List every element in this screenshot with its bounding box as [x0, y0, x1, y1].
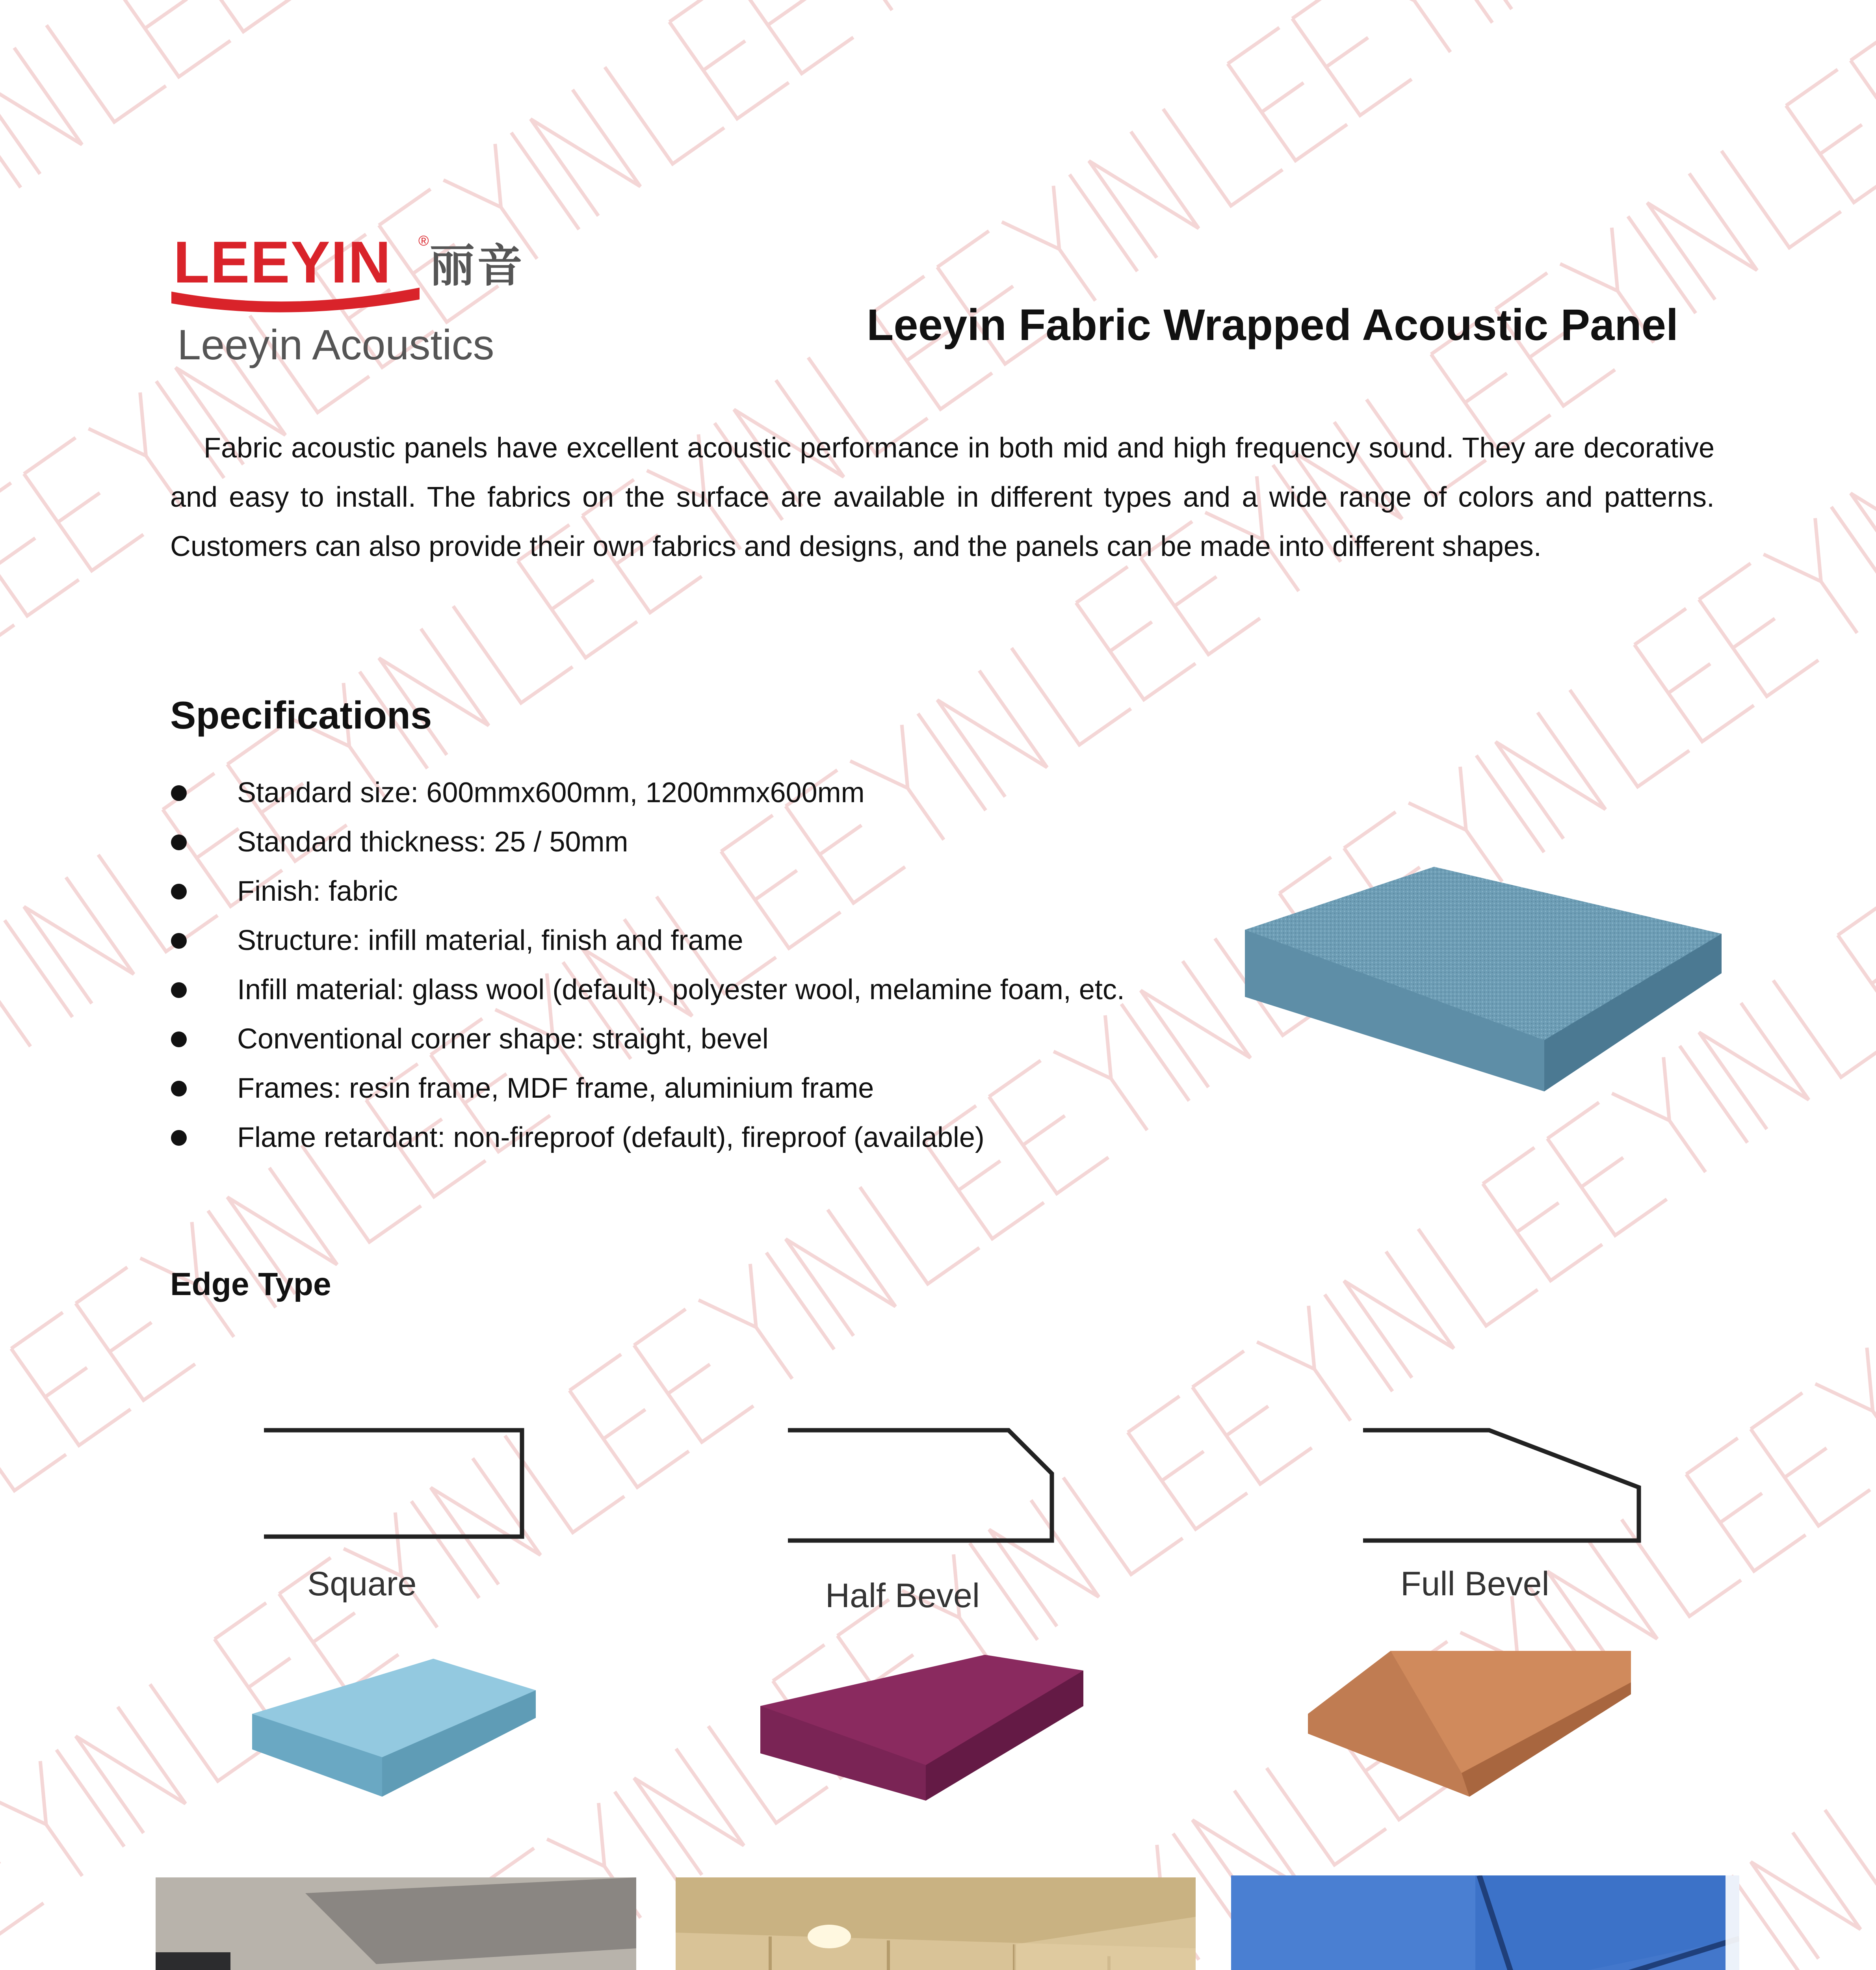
spec-item-text: Finish: fabric	[237, 875, 398, 907]
spec-item-text: Structure: infill material, finish and frame	[237, 925, 743, 956]
spec-item	[170, 1015, 1234, 1064]
studio-room-photo	[156, 1877, 636, 1970]
bullet-icon	[171, 785, 187, 801]
spec-item	[170, 1113, 1234, 1162]
company-logo	[169, 229, 563, 378]
logo-brand-cjk: 丽音	[429, 240, 525, 292]
spec-item-text: Conventional corner shape: straight, bevel	[237, 1023, 769, 1055]
spec-item-text: Frames: resin frame, MDF frame, aluminium frame	[237, 1072, 874, 1104]
edge-label-full-bevel: Full Bevel	[1400, 1565, 1549, 1603]
edge-type-heading: Edge Type	[170, 1266, 331, 1302]
bullet-icon	[171, 1031, 187, 1047]
page-title: Leeyin Fabric Wrapped Acoustic Panel	[867, 300, 1679, 349]
full-bevel-sample-panel	[1304, 1643, 1635, 1801]
spec-item	[170, 1064, 1234, 1113]
logo-subtitle: Leeyin Acoustics	[177, 321, 494, 368]
bullet-icon	[171, 884, 187, 900]
fabric-panel-product-image	[1233, 855, 1729, 1099]
spec-item	[170, 867, 1234, 916]
spec-item	[170, 768, 1234, 818]
square-edge-profile-diagram	[260, 1422, 528, 1541]
bullet-icon	[171, 834, 187, 850]
beige-room-photo	[676, 1877, 1196, 1970]
half-bevel-edge-profile-diagram	[784, 1422, 1060, 1548]
edge-label-square: Square	[307, 1565, 417, 1603]
spec-item-text: Standard size: 600mmx600mm, 1200mmx600mm	[237, 777, 865, 808]
spec-item-text: Flame retardant: non-fireproof (default), fireproof (available)	[237, 1122, 984, 1153]
spec-item-text: Infill material: glass wool (default), polyester wool, melamine foam, etc.	[237, 974, 1125, 1005]
specifications-list	[170, 768, 1234, 1162]
blue-diamond-panels-photo	[1231, 1875, 1739, 1970]
edge-label-half-bevel: Half Bevel	[825, 1577, 980, 1615]
specifications-heading: Specifications	[170, 693, 432, 737]
half-bevel-sample-panel	[756, 1647, 1087, 1805]
spec-item	[170, 965, 1234, 1015]
spec-item-text: Standard thickness: 25 / 50mm	[237, 826, 628, 858]
square-edge-sample-panel	[248, 1651, 540, 1801]
bullet-icon	[171, 1130, 187, 1146]
logo-swoosh	[169, 284, 422, 319]
bullet-icon	[171, 982, 187, 998]
spec-item	[170, 916, 1234, 965]
full-bevel-edge-profile-diagram	[1359, 1422, 1647, 1548]
logo-registered-mark: ®	[418, 232, 429, 249]
spec-item	[170, 818, 1234, 867]
bullet-icon	[171, 933, 187, 949]
bullet-icon	[171, 1081, 187, 1097]
logo-brand-word: LEEYIN	[173, 229, 392, 295]
intro-paragraph: Fabric acoustic panels have excellent acoustic performance in both mid and high frequency sound. They are decorative and easy to install. The fabrics on the surface are available in different types and a wide range of colors and patterns. Customers can also provide their own fabrics and designs, and the panels can be made into different shapes.	[170, 432, 1714, 562]
